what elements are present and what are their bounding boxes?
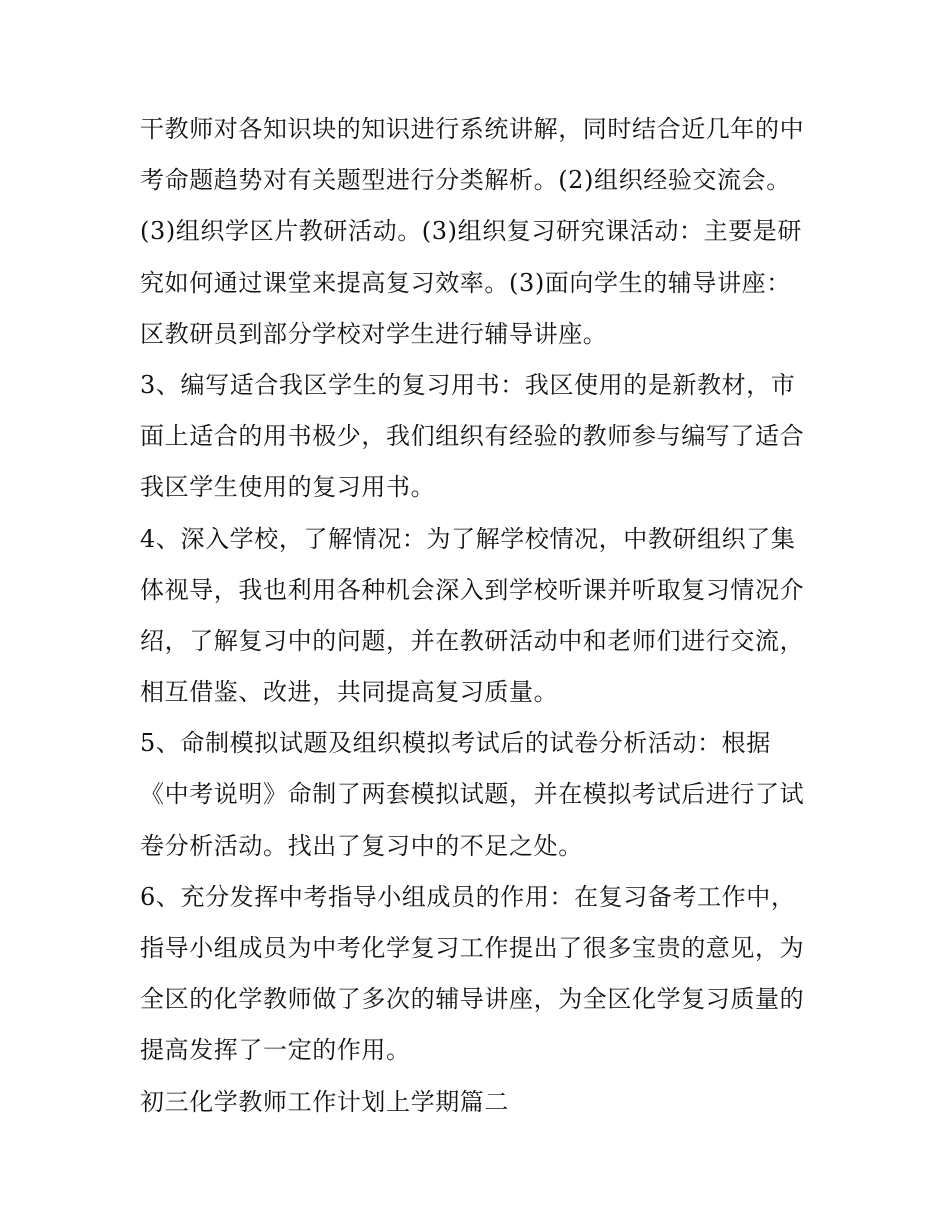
text-line: 卷分析活动。找出了复习中的不足之处。 xyxy=(140,831,583,860)
text-line: 《中考说明》命制了两套模拟试题，并在模拟考试后进行了试 xyxy=(140,780,805,809)
text-line: 5、命制模拟试题及组织模拟考试后的试卷分析活动：根据 xyxy=(140,729,771,758)
text-line: 指导小组成员为中考化学复习工作提出了很多宝贵的意见，为 xyxy=(140,934,805,962)
text-line: 6、充分发挥中考指导小组成员的作用：在复习备考工作中， xyxy=(140,882,796,911)
text-line: 区教研员到部分学校对学生进行辅导讲座。 xyxy=(140,319,608,348)
text-line: 4、深入学校，了解情况：为了解学校情况，中教研组织了集 xyxy=(140,524,796,553)
text-line: 体视导，我也利用各种机会深入到学校听课并听取复习情况介 xyxy=(140,575,805,604)
text-line: 干教师对各知识块的知识进行系统讲解，同时结合近几年的中 xyxy=(140,115,805,143)
text-line: 考命题趋势对有关题型进行分类解析。(2)组织经验交流会。 xyxy=(140,166,791,195)
text-line: (3)组织学区片教研活动。(3)组织复习研究课活动：主要是研 xyxy=(140,217,802,246)
text-line: 面上适合的用书极少，我们组织有经验的教师参与编写了适合 xyxy=(140,422,805,451)
text-line: 全区的化学教师做了多次的辅导讲座，为全区化学复习质量的 xyxy=(140,985,805,1014)
text-line: 究如何通过课堂来提高复习效率。(3)面向学生的辅导讲座： xyxy=(140,268,791,297)
document-body xyxy=(140,104,820,1128)
section-heading: 初三化学教师工作计划上学期篇二 xyxy=(140,1087,509,1116)
text-line: 我区学生使用的复习用书。 xyxy=(140,473,436,502)
text-line: 相互借鉴、改进，共同提高复习质量。 xyxy=(140,678,559,707)
text-line: 3、编写适合我区学生的复习用书：我区使用的是新教材，市 xyxy=(140,370,796,399)
text-line: 绍，了解复习中的问题，并在教研活动中和老师们进行交流， xyxy=(140,626,805,655)
text-line: 提高发挥了一定的作用。 xyxy=(140,1036,411,1065)
